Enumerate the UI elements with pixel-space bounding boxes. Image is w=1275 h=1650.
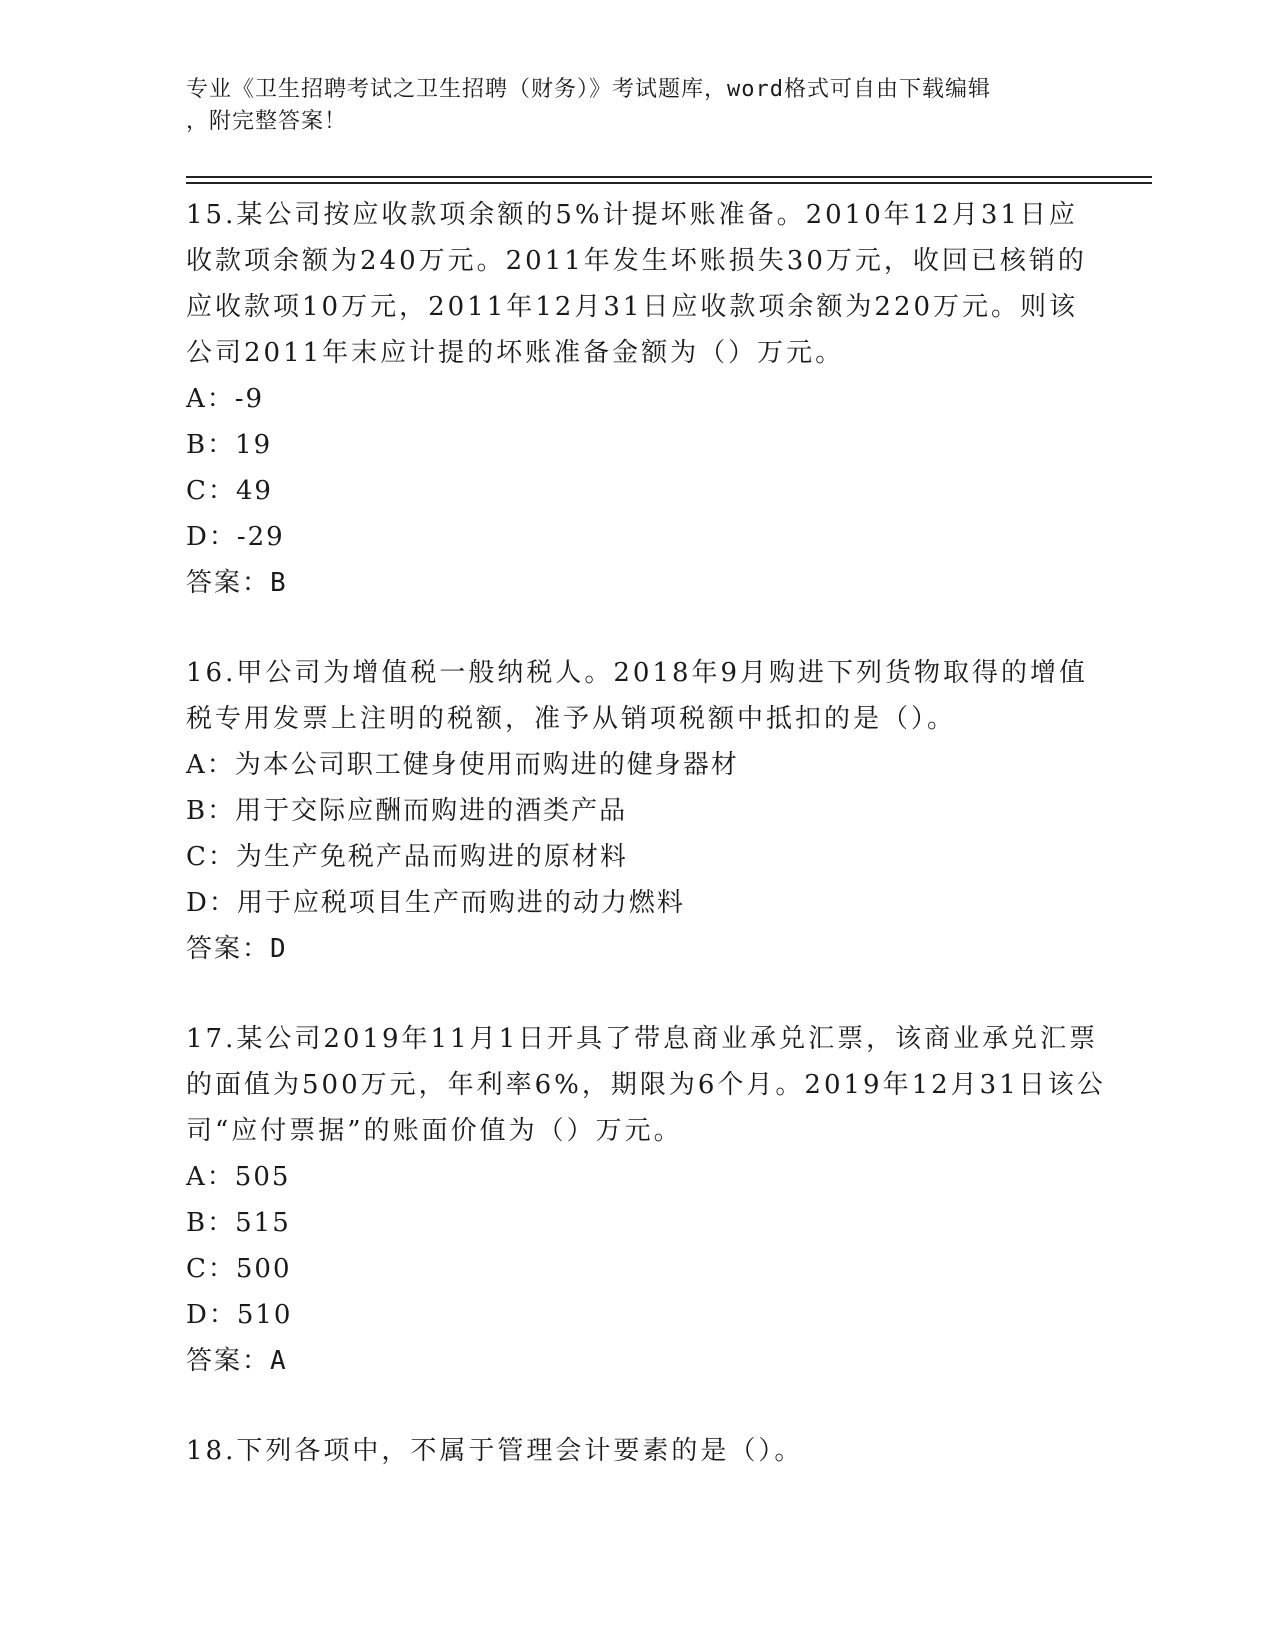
header-line-2: ，附完整答案！ bbox=[186, 109, 348, 134]
header-rule-bottom bbox=[186, 182, 1152, 184]
option-a: A：505 bbox=[186, 1162, 291, 1192]
question-16 bbox=[186, 650, 1106, 972]
option-d: D：510 bbox=[186, 1300, 293, 1330]
question-18 bbox=[186, 1428, 1106, 1474]
header-line-1: 专业《卫生招聘考试之卫生招聘（财务）》考试题库，word格式可自由下载编辑 bbox=[186, 77, 991, 102]
header-rule-top bbox=[186, 176, 1152, 178]
question-17 bbox=[186, 1016, 1106, 1384]
question-stem: 16.甲公司为增值税一般纳税人。2018年9月购进下列货物取得的增值税专用发票上注明的税额，准予从销项税额中抵扣的是（）。 bbox=[186, 658, 1089, 734]
document-header bbox=[186, 74, 1086, 138]
answer: 答案：A bbox=[186, 1346, 288, 1376]
option-c: C：49 bbox=[186, 476, 273, 506]
answer: 答案：D bbox=[186, 934, 288, 964]
option-c: C：为生产免税产品而购进的原材料 bbox=[186, 842, 628, 872]
answer: 答案：B bbox=[186, 568, 288, 598]
question-stem: 17.某公司2019年11月1日开具了带息商业承兑汇票，该商业承兑汇票的面值为500万元，年利率6%，期限为6个月。2019年12月31日该公司“应付票据”的账面价值为（）万元。 bbox=[186, 1024, 1106, 1146]
option-b: B：19 bbox=[186, 430, 273, 460]
option-b: B：515 bbox=[186, 1208, 291, 1238]
option-a: A：-9 bbox=[186, 384, 265, 414]
option-a: A：为本公司职工健身使用而购进的健身器材 bbox=[186, 750, 739, 780]
question-15 bbox=[186, 192, 1106, 606]
option-c: C：500 bbox=[186, 1254, 292, 1284]
question-stem: 18.下列各项中，不属于管理会计要素的是（）。 bbox=[186, 1436, 804, 1466]
option-d: D：-29 bbox=[186, 522, 285, 552]
option-b: B：用于交际应酬而购进的酒类产品 bbox=[186, 796, 628, 826]
option-d: D：用于应税项目生产而购进的动力燃料 bbox=[186, 888, 685, 918]
question-stem: 15.某公司按应收款项余额的5%计提坏账准备。2010年12月31日应收款项余额为240万元。2011年发生坏账损失30万元，收回已核销的应收款项10万元，2011年12月31日应收款项余额为220万元。则该公司2011年末应计提的坏账准备金额为（）万元。 bbox=[186, 200, 1087, 368]
question-list bbox=[186, 192, 1106, 1518]
